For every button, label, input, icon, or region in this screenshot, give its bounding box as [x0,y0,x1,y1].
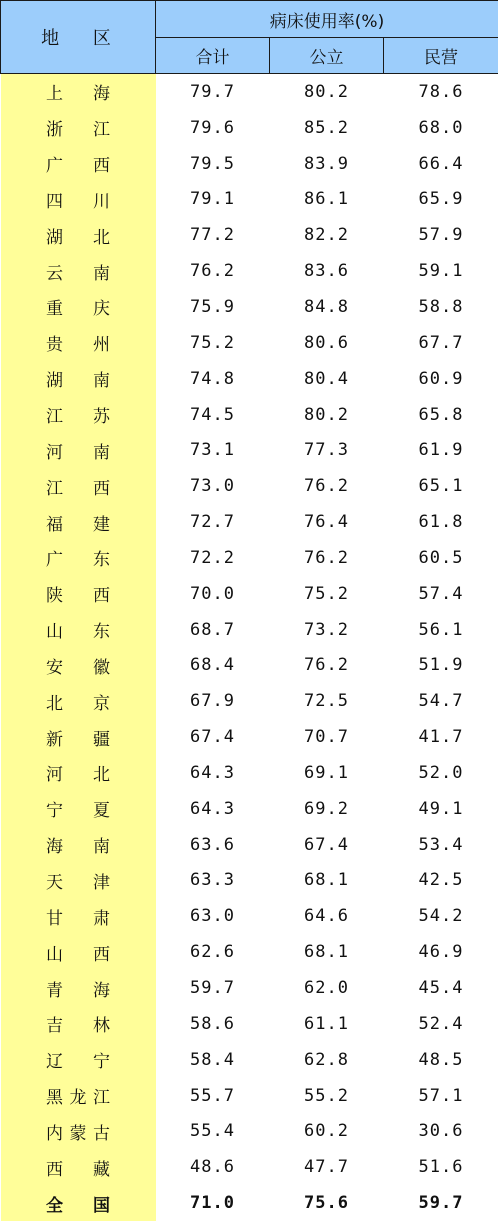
region-cell [1,612,156,648]
total-rate-cell: 76.2 [156,253,270,289]
region-cell [1,1185,156,1221]
region-cell [1,755,156,791]
public-rate-cell: 72.5 [270,683,384,719]
table-row [1,827,498,863]
region-cell [1,898,156,934]
public-rate-cell: 84.8 [270,289,384,325]
private-rate-cell: 42.5 [384,863,498,899]
total-rate-cell: 63.0 [156,898,270,934]
region-name: 北 京 [46,693,110,714]
private-rate-cell: 51.6 [384,1149,498,1185]
total-rate-cell: 71.0 [156,1185,270,1221]
region-name: 福 建 [46,514,110,535]
region-name: 吉 林 [46,1016,110,1037]
public-rate-cell: 68.1 [270,934,384,970]
table-row [1,755,498,791]
table-row [1,325,498,361]
private-rate-cell: 65.1 [384,468,498,504]
total-column-header: 合计 [156,38,270,74]
table-row [1,719,498,755]
public-rate-cell: 76.4 [270,504,384,540]
public-rate-cell: 80.4 [270,361,384,397]
region-name: 西 藏 [46,1159,110,1180]
private-rate-cell: 65.9 [384,182,498,218]
region-cell [1,827,156,863]
total-rate-cell: 74.8 [156,361,270,397]
region-cell [1,791,156,827]
private-rate-cell: 52.0 [384,755,498,791]
region-name: 河 北 [46,765,110,786]
region-name: 江 苏 [46,407,110,428]
total-rate-cell: 72.7 [156,504,270,540]
table-row [1,1078,498,1114]
public-rate-cell: 75.2 [270,576,384,612]
private-rate-cell: 57.9 [384,217,498,253]
public-rate-cell: 80.2 [270,397,384,433]
public-rate-cell: 85.2 [270,110,384,146]
region-cell [1,1006,156,1042]
table-row [1,289,498,325]
total-rate-cell: 64.3 [156,755,270,791]
table-row [1,576,498,612]
total-rate-cell: 75.2 [156,325,270,361]
region-cell [1,970,156,1006]
table-row [1,146,498,182]
region-name: 上 海 [46,84,110,105]
table-row [1,397,498,433]
region-cell [1,719,156,755]
total-rate-cell: 68.4 [156,648,270,684]
region-name: 陕 西 [46,586,110,607]
region-cell [1,683,156,719]
total-rate-cell: 77.2 [156,217,270,253]
region-cell [1,1078,156,1114]
private-rate-cell: 68.0 [384,110,498,146]
total-rate-cell: 55.7 [156,1078,270,1114]
region-cell [1,361,156,397]
table-row [1,863,498,899]
region-name: 广 东 [46,550,110,571]
region-name: 山 西 [46,944,110,965]
region-cell [1,648,156,684]
public-rate-cell: 80.2 [270,74,384,110]
public-rate-cell: 62.0 [270,970,384,1006]
private-rate-cell: 78.6 [384,74,498,110]
private-rate-cell: 61.9 [384,432,498,468]
private-rate-cell: 59.7 [384,1185,498,1221]
region-column-header: 地 区 [1,1,156,74]
region-cell [1,397,156,433]
private-rate-cell: 30.6 [384,1113,498,1149]
private-rate-cell: 53.4 [384,827,498,863]
region-name: 黑龙江 [46,1088,110,1109]
region-cell [1,74,156,110]
table-row [1,182,498,218]
private-rate-cell: 46.9 [384,934,498,970]
public-rate-cell: 68.1 [270,863,384,899]
table-row [1,791,498,827]
region-cell [1,934,156,970]
public-rate-cell: 67.4 [270,827,384,863]
table-row [1,612,498,648]
private-rate-cell: 52.4 [384,1006,498,1042]
private-rate-cell: 66.4 [384,146,498,182]
region-cell [1,863,156,899]
region-name: 甘 肃 [46,908,110,929]
private-rate-cell: 57.4 [384,576,498,612]
region-cell [1,182,156,218]
public-rate-cell: 62.8 [270,1042,384,1078]
public-rate-cell: 47.7 [270,1149,384,1185]
total-rate-cell: 75.9 [156,289,270,325]
private-rate-cell: 48.5 [384,1042,498,1078]
region-name: 河 南 [46,442,110,463]
total-rate-cell: 63.3 [156,863,270,899]
table-header [1,1,498,74]
private-rate-cell: 61.8 [384,504,498,540]
total-rate-cell: 48.6 [156,1149,270,1185]
table-row [1,970,498,1006]
private-rate-cell: 60.9 [384,361,498,397]
region-name: 海 南 [46,837,110,858]
total-rate-cell: 62.6 [156,934,270,970]
region-cell [1,217,156,253]
table-body [1,74,498,1222]
region-name: 宁 夏 [46,801,110,822]
table-row [1,540,498,576]
region-cell [1,468,156,504]
region-name: 天 津 [46,872,110,893]
private-rate-cell: 45.4 [384,970,498,1006]
region-name: 云 南 [46,263,110,284]
public-rate-cell: 82.2 [270,217,384,253]
total-rate-cell: 70.0 [156,576,270,612]
private-rate-cell: 59.1 [384,253,498,289]
private-rate-cell: 41.7 [384,719,498,755]
private-rate-cell: 54.2 [384,898,498,934]
region-cell [1,110,156,146]
total-rate-cell: 73.0 [156,468,270,504]
region-name: 江 西 [46,478,110,499]
region-name: 安 徽 [46,657,110,678]
total-rate-cell: 63.6 [156,827,270,863]
public-rate-cell: 80.6 [270,325,384,361]
national-total-row [1,1185,498,1221]
table-row [1,1042,498,1078]
total-rate-cell: 79.7 [156,74,270,110]
private-rate-cell: 57.1 [384,1078,498,1114]
total-rate-cell: 79.5 [156,146,270,182]
public-rate-cell: 60.2 [270,1113,384,1149]
table-row [1,1113,498,1149]
region-name: 湖 北 [46,227,110,248]
private-rate-cell: 49.1 [384,791,498,827]
total-rate-cell: 73.1 [156,432,270,468]
region-cell [1,325,156,361]
public-rate-cell: 75.6 [270,1185,384,1221]
total-rate-cell: 68.7 [156,612,270,648]
region-name: 四 川 [46,191,110,212]
table-row [1,1006,498,1042]
total-rate-cell: 72.2 [156,540,270,576]
table-row [1,74,498,110]
total-rate-cell: 64.3 [156,791,270,827]
public-column-header: 公立 [270,38,384,74]
region-name: 湖 南 [46,371,110,392]
region-name: 全 国 [46,1195,110,1216]
private-rate-cell: 67.7 [384,325,498,361]
region-name: 内蒙古 [46,1123,110,1144]
region-name: 重 庆 [46,299,110,320]
total-rate-cell: 79.1 [156,182,270,218]
region-cell [1,253,156,289]
table-row [1,648,498,684]
table-row [1,253,498,289]
region-name: 山 东 [46,622,110,643]
private-rate-cell: 54.7 [384,683,498,719]
public-rate-cell: 69.1 [270,755,384,791]
region-cell [1,540,156,576]
total-rate-cell: 58.4 [156,1042,270,1078]
bed-usage-rate-header: 病床使用率(%) [156,1,498,38]
region-cell [1,289,156,325]
public-rate-cell: 76.2 [270,468,384,504]
region-name: 青 海 [46,980,110,1001]
table-row [1,898,498,934]
private-rate-cell: 58.8 [384,289,498,325]
public-rate-cell: 76.2 [270,648,384,684]
region-cell [1,576,156,612]
private-rate-cell: 51.9 [384,648,498,684]
public-rate-cell: 76.2 [270,540,384,576]
region-cell [1,1113,156,1149]
public-rate-cell: 77.3 [270,432,384,468]
total-rate-cell: 74.5 [156,397,270,433]
public-rate-cell: 73.2 [270,612,384,648]
header-row-top [1,1,498,38]
table-row [1,432,498,468]
table-row [1,504,498,540]
region-cell [1,146,156,182]
region-name: 辽 宁 [46,1052,110,1073]
public-rate-cell: 64.6 [270,898,384,934]
total-rate-cell: 58.6 [156,1006,270,1042]
table-row [1,468,498,504]
table-row [1,361,498,397]
public-rate-cell: 61.1 [270,1006,384,1042]
region-cell [1,1042,156,1078]
public-rate-cell: 86.1 [270,182,384,218]
private-rate-cell: 56.1 [384,612,498,648]
total-rate-cell: 59.7 [156,970,270,1006]
private-rate-cell: 60.5 [384,540,498,576]
table-row [1,217,498,253]
total-rate-cell: 67.4 [156,719,270,755]
region-name: 新 疆 [46,729,110,750]
region-cell [1,1149,156,1185]
total-rate-cell: 67.9 [156,683,270,719]
region-name: 浙 江 [46,120,110,141]
public-rate-cell: 83.9 [270,146,384,182]
region-name: 广 西 [46,156,110,177]
public-rate-cell: 55.2 [270,1078,384,1114]
table-row [1,1149,498,1185]
total-rate-cell: 79.6 [156,110,270,146]
public-rate-cell: 83.6 [270,253,384,289]
region-name: 贵 州 [46,335,110,356]
private-rate-cell: 65.8 [384,397,498,433]
region-cell [1,432,156,468]
table-row [1,683,498,719]
region-cell [1,504,156,540]
total-rate-cell: 55.4 [156,1113,270,1149]
private-column-header: 民营 [384,38,498,74]
table-row [1,934,498,970]
public-rate-cell: 69.2 [270,791,384,827]
public-rate-cell: 70.7 [270,719,384,755]
table-row [1,110,498,146]
